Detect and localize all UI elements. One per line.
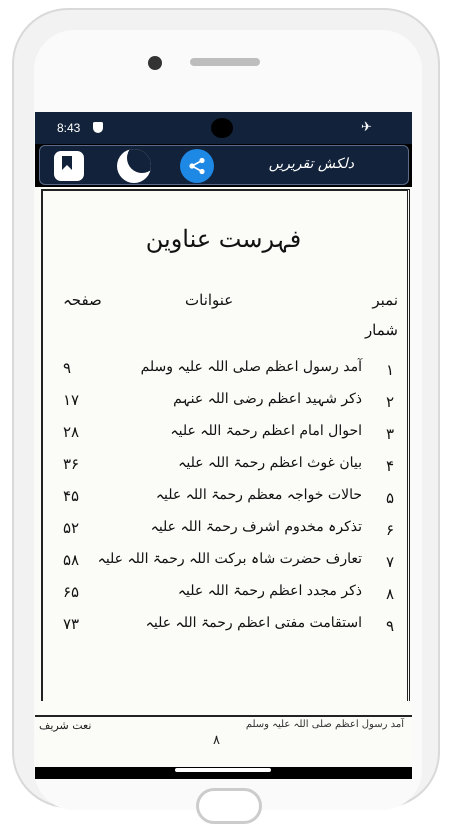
header-topics: عنوانات (185, 291, 234, 309)
toc-row[interactable] (35, 485, 412, 511)
row-page: ۵۸ (63, 551, 80, 569)
book-page (35, 187, 412, 767)
row-topic: آمد رسول اعظم صلی اللہ علیہ وسلم (140, 359, 362, 375)
row-topic: استقامت مفتی اعظم رحمۃ اللہ علیہ (145, 615, 362, 631)
row-page: ۵۲ (63, 519, 80, 537)
header-number-sub: شمار (364, 321, 398, 339)
moon-icon (127, 149, 151, 173)
row-page: ۷۳ (63, 615, 80, 633)
home-button[interactable] (196, 788, 262, 824)
night-mode-button[interactable] (117, 149, 151, 183)
row-topic: تذکرہ مخدوم اشرف رحمۃ اللہ علیہ (150, 519, 362, 535)
earpiece-speaker (190, 58, 260, 66)
row-page: ۳۶ (63, 455, 80, 473)
home-indicator (175, 768, 271, 772)
status-bar (35, 112, 412, 144)
footer-page-number: ۸ (213, 733, 220, 748)
row-number: ۴ (385, 457, 394, 475)
row-page: ۶۵ (63, 583, 80, 601)
toc-row[interactable] (35, 453, 412, 479)
row-number: ۲ (385, 393, 394, 411)
row-topic: حالات خواجہ معظم رحمۃ اللہ علیہ (155, 487, 362, 503)
footer-left-text: نعت شریف (39, 719, 92, 732)
shield-icon (93, 122, 103, 133)
toc-row[interactable] (35, 581, 412, 607)
front-camera (148, 56, 162, 70)
header-page: صفحہ (63, 291, 102, 309)
share-button[interactable] (180, 149, 214, 183)
row-page: ۴۵ (63, 487, 80, 505)
row-number: ۳ (385, 425, 394, 443)
toc-title: فہرست عناوین (145, 225, 302, 253)
row-number: ۸ (385, 585, 394, 603)
row-topic: تعارف حضرت شاہ برکت اللہ رحمۃ اللہ علیہ (97, 551, 362, 567)
bookmark-button[interactable] (54, 151, 84, 181)
row-number: ۱ (385, 361, 394, 379)
toc-row[interactable] (35, 421, 412, 447)
share-icon (188, 157, 206, 175)
footer-divider (35, 715, 412, 717)
row-page: ۹ (63, 359, 72, 377)
toc-row[interactable] (35, 357, 412, 383)
row-number: ۵ (385, 489, 394, 507)
bookmark-icon-notch (62, 165, 72, 170)
toc-row[interactable] (35, 389, 412, 415)
row-topic: احوال امام اعظم رحمۃ اللہ علیہ (170, 423, 362, 439)
status-time: 8:43 (57, 121, 81, 135)
header-number: نمبر (372, 291, 398, 309)
app-toolbar (39, 145, 409, 185)
row-number: ۹ (385, 617, 394, 635)
airplane-mode-icon: ✈ (361, 119, 372, 134)
row-number: ۷ (385, 553, 394, 571)
row-page: ۱۷ (63, 391, 80, 409)
row-topic: بیان غوث اعظم رحمۃ اللہ علیہ (178, 455, 362, 471)
row-number: ۶ (385, 521, 394, 539)
toc-row[interactable] (35, 517, 412, 543)
row-topic: ذکر شہید اعظم رضی اللہ عنہم (173, 391, 362, 407)
screen (35, 112, 412, 779)
toc-row[interactable] (35, 549, 412, 575)
app-title: دلکش تقریریں (268, 156, 354, 172)
footer-right-text: آمد رسول اعظم صلی اللہ علیہ وسلم (245, 719, 404, 730)
row-topic: ذکر مجدد اعظم رحمۃ اللہ علیہ (177, 583, 362, 599)
toc-row[interactable] (35, 613, 412, 639)
row-page: ۲۸ (63, 423, 80, 441)
camera-notch (211, 118, 233, 138)
